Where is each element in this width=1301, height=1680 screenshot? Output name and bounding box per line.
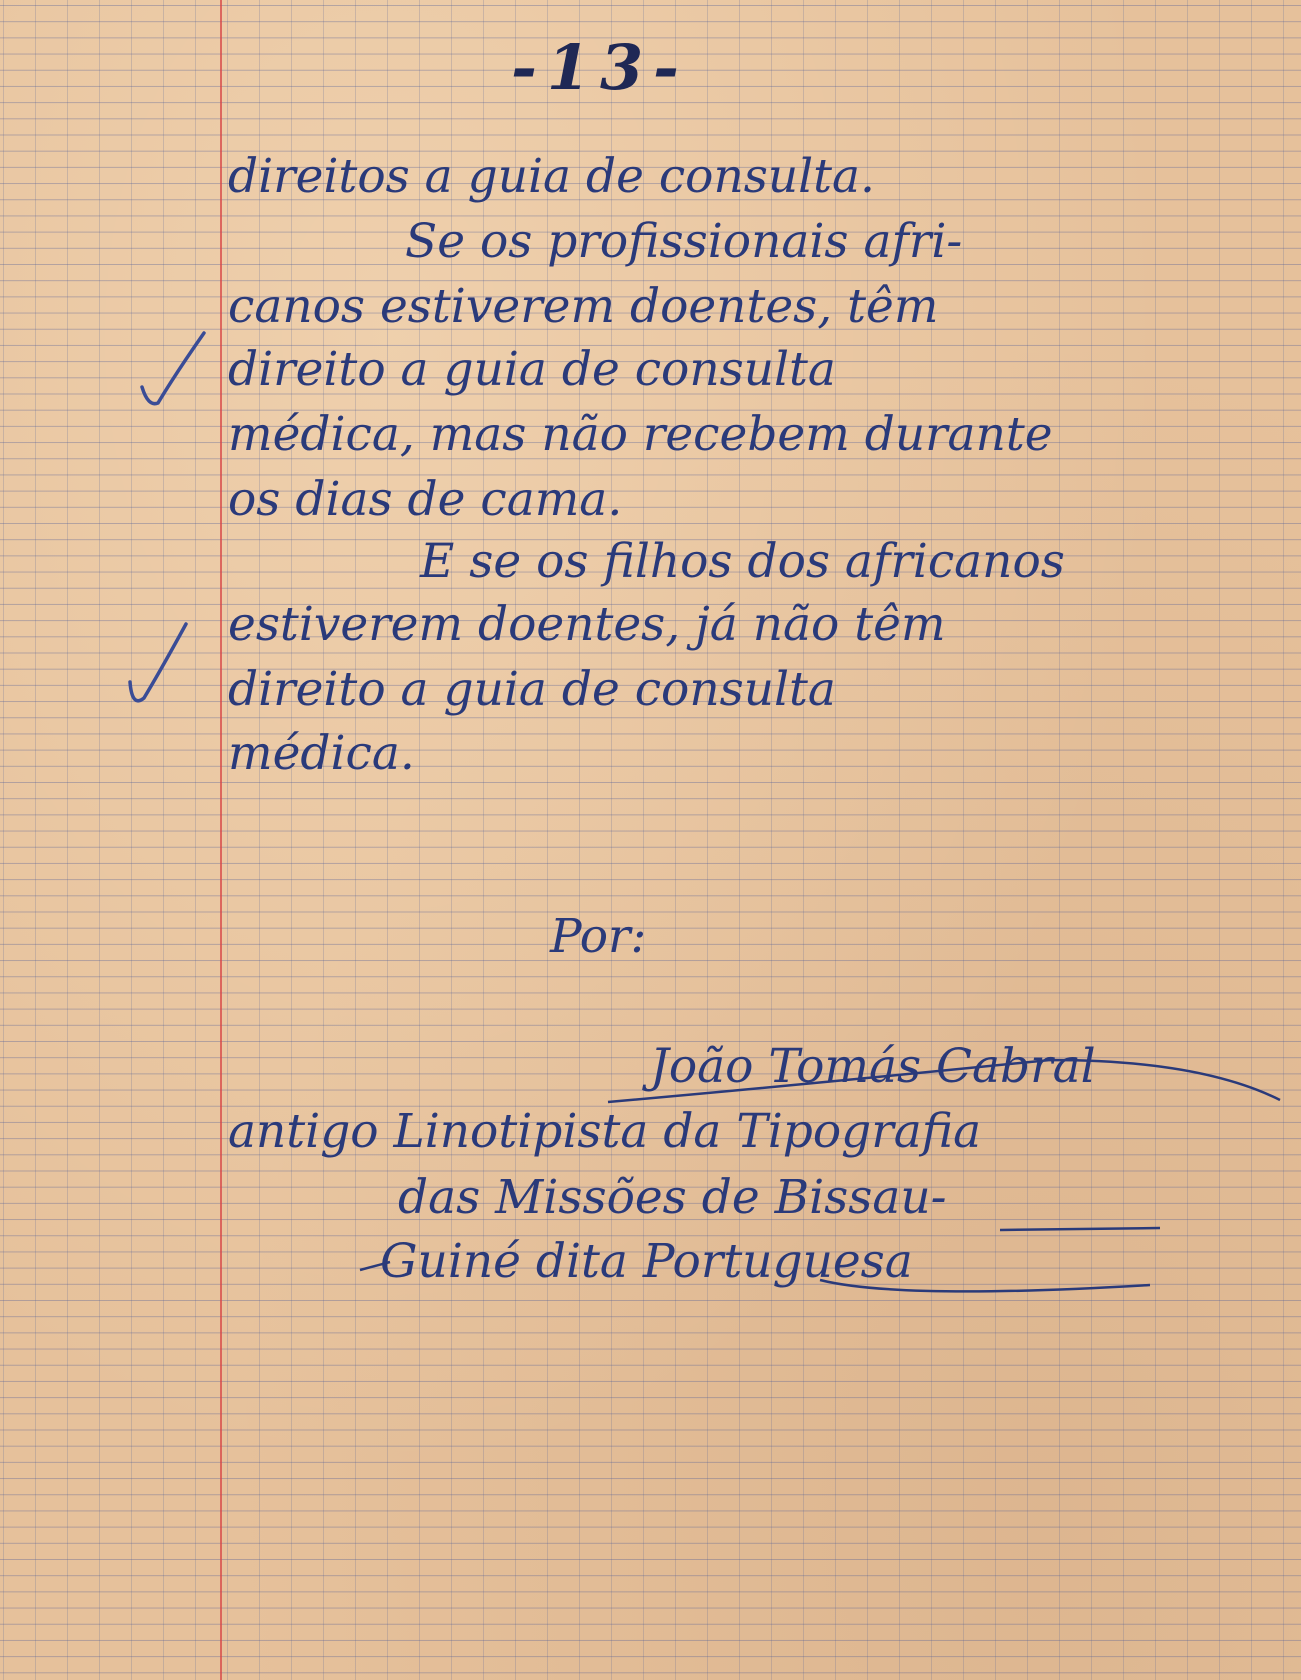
body-line-4: direito a guia de consulta	[228, 342, 836, 397]
body-line-3: canos estiverem doentes, têm	[228, 279, 939, 334]
signature-title: antigo Linotipista da Tipografia	[228, 1104, 982, 1159]
body-line-1: direitos a guia de consulta.	[228, 149, 875, 204]
body-line-6: os dias de cama.	[228, 472, 623, 527]
body-line-9: direito a guia de consulta	[228, 662, 836, 717]
by-label: Por:	[550, 909, 647, 964]
body-line-8: estiverem doentes, já não têm	[228, 597, 946, 652]
red-margin-line	[220, 0, 222, 1680]
page-number: -13-	[511, 31, 689, 104]
signature-name: João Tomás Cabral	[650, 1039, 1096, 1094]
body-line-5: médica, mas não recebem durante	[228, 407, 1053, 462]
signature-place-1: das Missões de Bissau-	[398, 1170, 947, 1225]
checkmark-icon	[118, 622, 198, 712]
body-line-2: Se os profissionais afri-	[405, 214, 963, 269]
body-line-7: E se os filhos dos africanos	[420, 534, 1065, 589]
body-line-10: médica.	[228, 726, 415, 781]
checkmark-icon	[130, 325, 210, 415]
signature-place-2: Guiné dita Portuguesa	[380, 1234, 913, 1289]
